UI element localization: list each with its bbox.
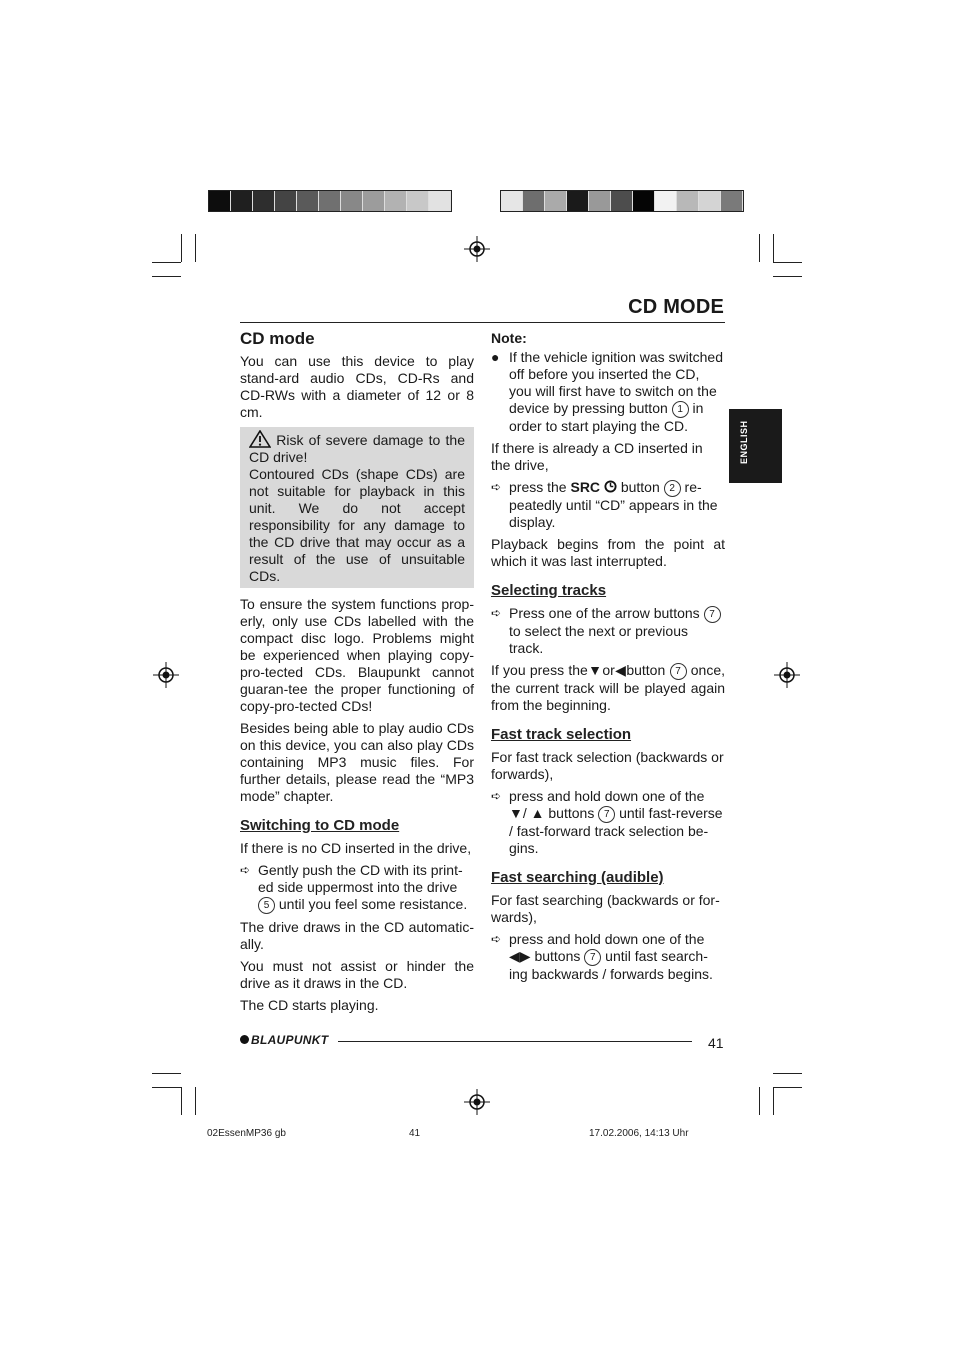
button-number-badge: 1	[672, 401, 689, 418]
left-arrow-icon: ◀	[614, 662, 627, 678]
step-arrow-icon: ➪	[491, 932, 502, 946]
print-page-number: 41	[409, 1128, 421, 1139]
selecting-tracks-heading: Selecting tracks	[491, 582, 607, 599]
step-text: to select the next or previous track.	[509, 623, 688, 656]
right-arrow-icon: ▶	[519, 948, 531, 964]
warning-box	[240, 427, 474, 588]
print-date: 17.02.2006, 14:13 Uhr	[589, 1128, 689, 1139]
clock-icon	[604, 480, 617, 493]
step-text: until fast search-ing backwards / forwards begins.	[509, 948, 713, 982]
step-text: buttons	[548, 805, 595, 821]
language-label: ENGLISH	[739, 420, 749, 464]
paragraph	[491, 662, 725, 714]
brand-dot-icon	[240, 1035, 249, 1044]
button-number-badge: 7	[704, 606, 721, 623]
instruction-step: ➪ press and hold down one of the ▼/ ▲ buttons 7 until fast-reverse / fast-forward track selection be-gins.	[491, 788, 723, 856]
instruction-step	[491, 605, 725, 657]
paragraph: For fast track selection (backwards or forwards),	[491, 749, 724, 782]
step-text: re-peatedly until “CD” appears in the display.	[509, 479, 718, 530]
fast-track-heading: Fast track selection	[491, 726, 632, 743]
step-arrow-icon: ➪	[491, 480, 502, 494]
registration-mark-icon	[464, 1089, 490, 1115]
step-text: Press one of the arrow buttons	[509, 605, 700, 621]
step-text: press and hold down one of the	[509, 788, 705, 804]
button-number-badge: 7	[584, 949, 601, 966]
paragraph: The drive draws in the CD automatic-ally.	[240, 919, 474, 952]
button-number-badge: 7	[670, 663, 687, 680]
up-arrow-icon: ▲	[530, 805, 545, 821]
paragraph: You must not assist or hinder the drive as it draws in the CD.	[240, 958, 474, 991]
brand-logo	[240, 1033, 328, 1047]
src-label: SRC	[570, 479, 601, 495]
paragraph: For fast searching (backwards or for-wards),	[491, 892, 720, 925]
paragraph: Besides being able to play audio CDs on this device, you can also play CDs containing MP3 music files. For further details, please read the “MP3 mode” chapter.	[240, 720, 474, 804]
switching-heading: Switching to CD mode	[240, 817, 400, 834]
paragraph-text: button	[626, 662, 666, 678]
registration-mark-icon	[774, 662, 800, 688]
header-rule	[240, 322, 725, 323]
paragraph: To ensure the system functions prop-erly, only use CDs labelled with the compact disc logo. Problems might be experienced when playing copy-pro-tected CDs. Blaupunkt cannot guaran-tee the proper functioning of copy-pro-tected CDs!	[240, 596, 474, 714]
note-text: in order to start playing the CD.	[509, 400, 704, 434]
paragraph-text: If you press the	[491, 662, 588, 678]
step-text: until you feel some resistance.	[278, 896, 468, 912]
step-arrow-icon: ➪	[491, 789, 502, 803]
brand-name: BLAUPUNKT	[251, 1033, 329, 1047]
instruction-step	[240, 862, 474, 914]
step-text: until fast-reverse / fast-forward track selection be-gins.	[509, 805, 723, 856]
color-bar-left	[208, 190, 452, 212]
warning-title	[249, 430, 465, 466]
paragraph: The CD starts playing.	[240, 997, 379, 1013]
registration-mark-icon	[464, 236, 490, 262]
bullet-icon: ●	[491, 349, 500, 365]
instruction-step	[491, 931, 725, 983]
step-arrow-icon: ➪	[240, 863, 251, 877]
left-column	[240, 328, 474, 1019]
button-number-badge: 2	[664, 480, 681, 497]
step-text: buttons	[534, 948, 581, 964]
button-number-badge: 5	[258, 897, 275, 914]
button-number-badge: 7	[598, 806, 615, 823]
fast-searching-heading: Fast searching (audible)	[491, 869, 664, 886]
section-title: CD mode	[240, 329, 315, 348]
note-title: Note:	[491, 330, 527, 346]
step-arrow-icon: ➪	[491, 606, 502, 620]
color-bar-right	[500, 190, 744, 212]
registration-mark-icon	[153, 662, 179, 688]
paragraph: Playback begins from the point at which it was last interrupted.	[491, 536, 725, 569]
footer-rule	[338, 1041, 692, 1042]
instruction-step	[491, 479, 725, 531]
step-text: Gently push the CD with its print-ed side uppermost into the drive	[258, 862, 463, 895]
step-text: press the	[509, 479, 567, 495]
paragraph: If there is no CD inserted in the drive,	[240, 840, 472, 856]
page-title: CD MODE	[628, 296, 724, 318]
paragraph-text: or	[602, 662, 615, 678]
language-tab	[729, 409, 782, 483]
right-column	[491, 328, 725, 988]
warning-title-text: Risk of severe damage to the CD drive!	[249, 432, 465, 465]
step-text: button	[620, 479, 660, 495]
intro-paragraph: You can use this device to play stand-ard audio CDs, CD-Rs and CD-RWs with a diameter of 12 or 8 cm.	[240, 353, 474, 420]
paragraph: If there is already a CD inserted in the drive,	[491, 440, 703, 473]
paragraph-text: once, the current track will be played again from the beginning.	[491, 662, 725, 713]
note-text: If the vehicle ignition was switched off before you inserted the CD, you will first have to switch on the device by pressing button	[509, 349, 723, 416]
page-number: 41	[708, 1035, 724, 1051]
down-arrow-icon: ▼	[587, 662, 603, 678]
warning-triangle-icon	[249, 430, 271, 448]
note-item	[491, 349, 725, 435]
print-file-name: 02EssenMP36 gb	[207, 1128, 286, 1139]
left-arrow-icon: ◀	[509, 948, 520, 964]
down-arrow-icon: ▼	[509, 805, 523, 821]
warning-body: Contoured CDs (shape CDs) are not suitable for playback in this unit. We do not accept responsibility for any damage to the CD drive that may occur as a result of the use of unsuitable CDs.	[249, 466, 465, 584]
step-text: press and hold down one of the	[509, 931, 705, 947]
